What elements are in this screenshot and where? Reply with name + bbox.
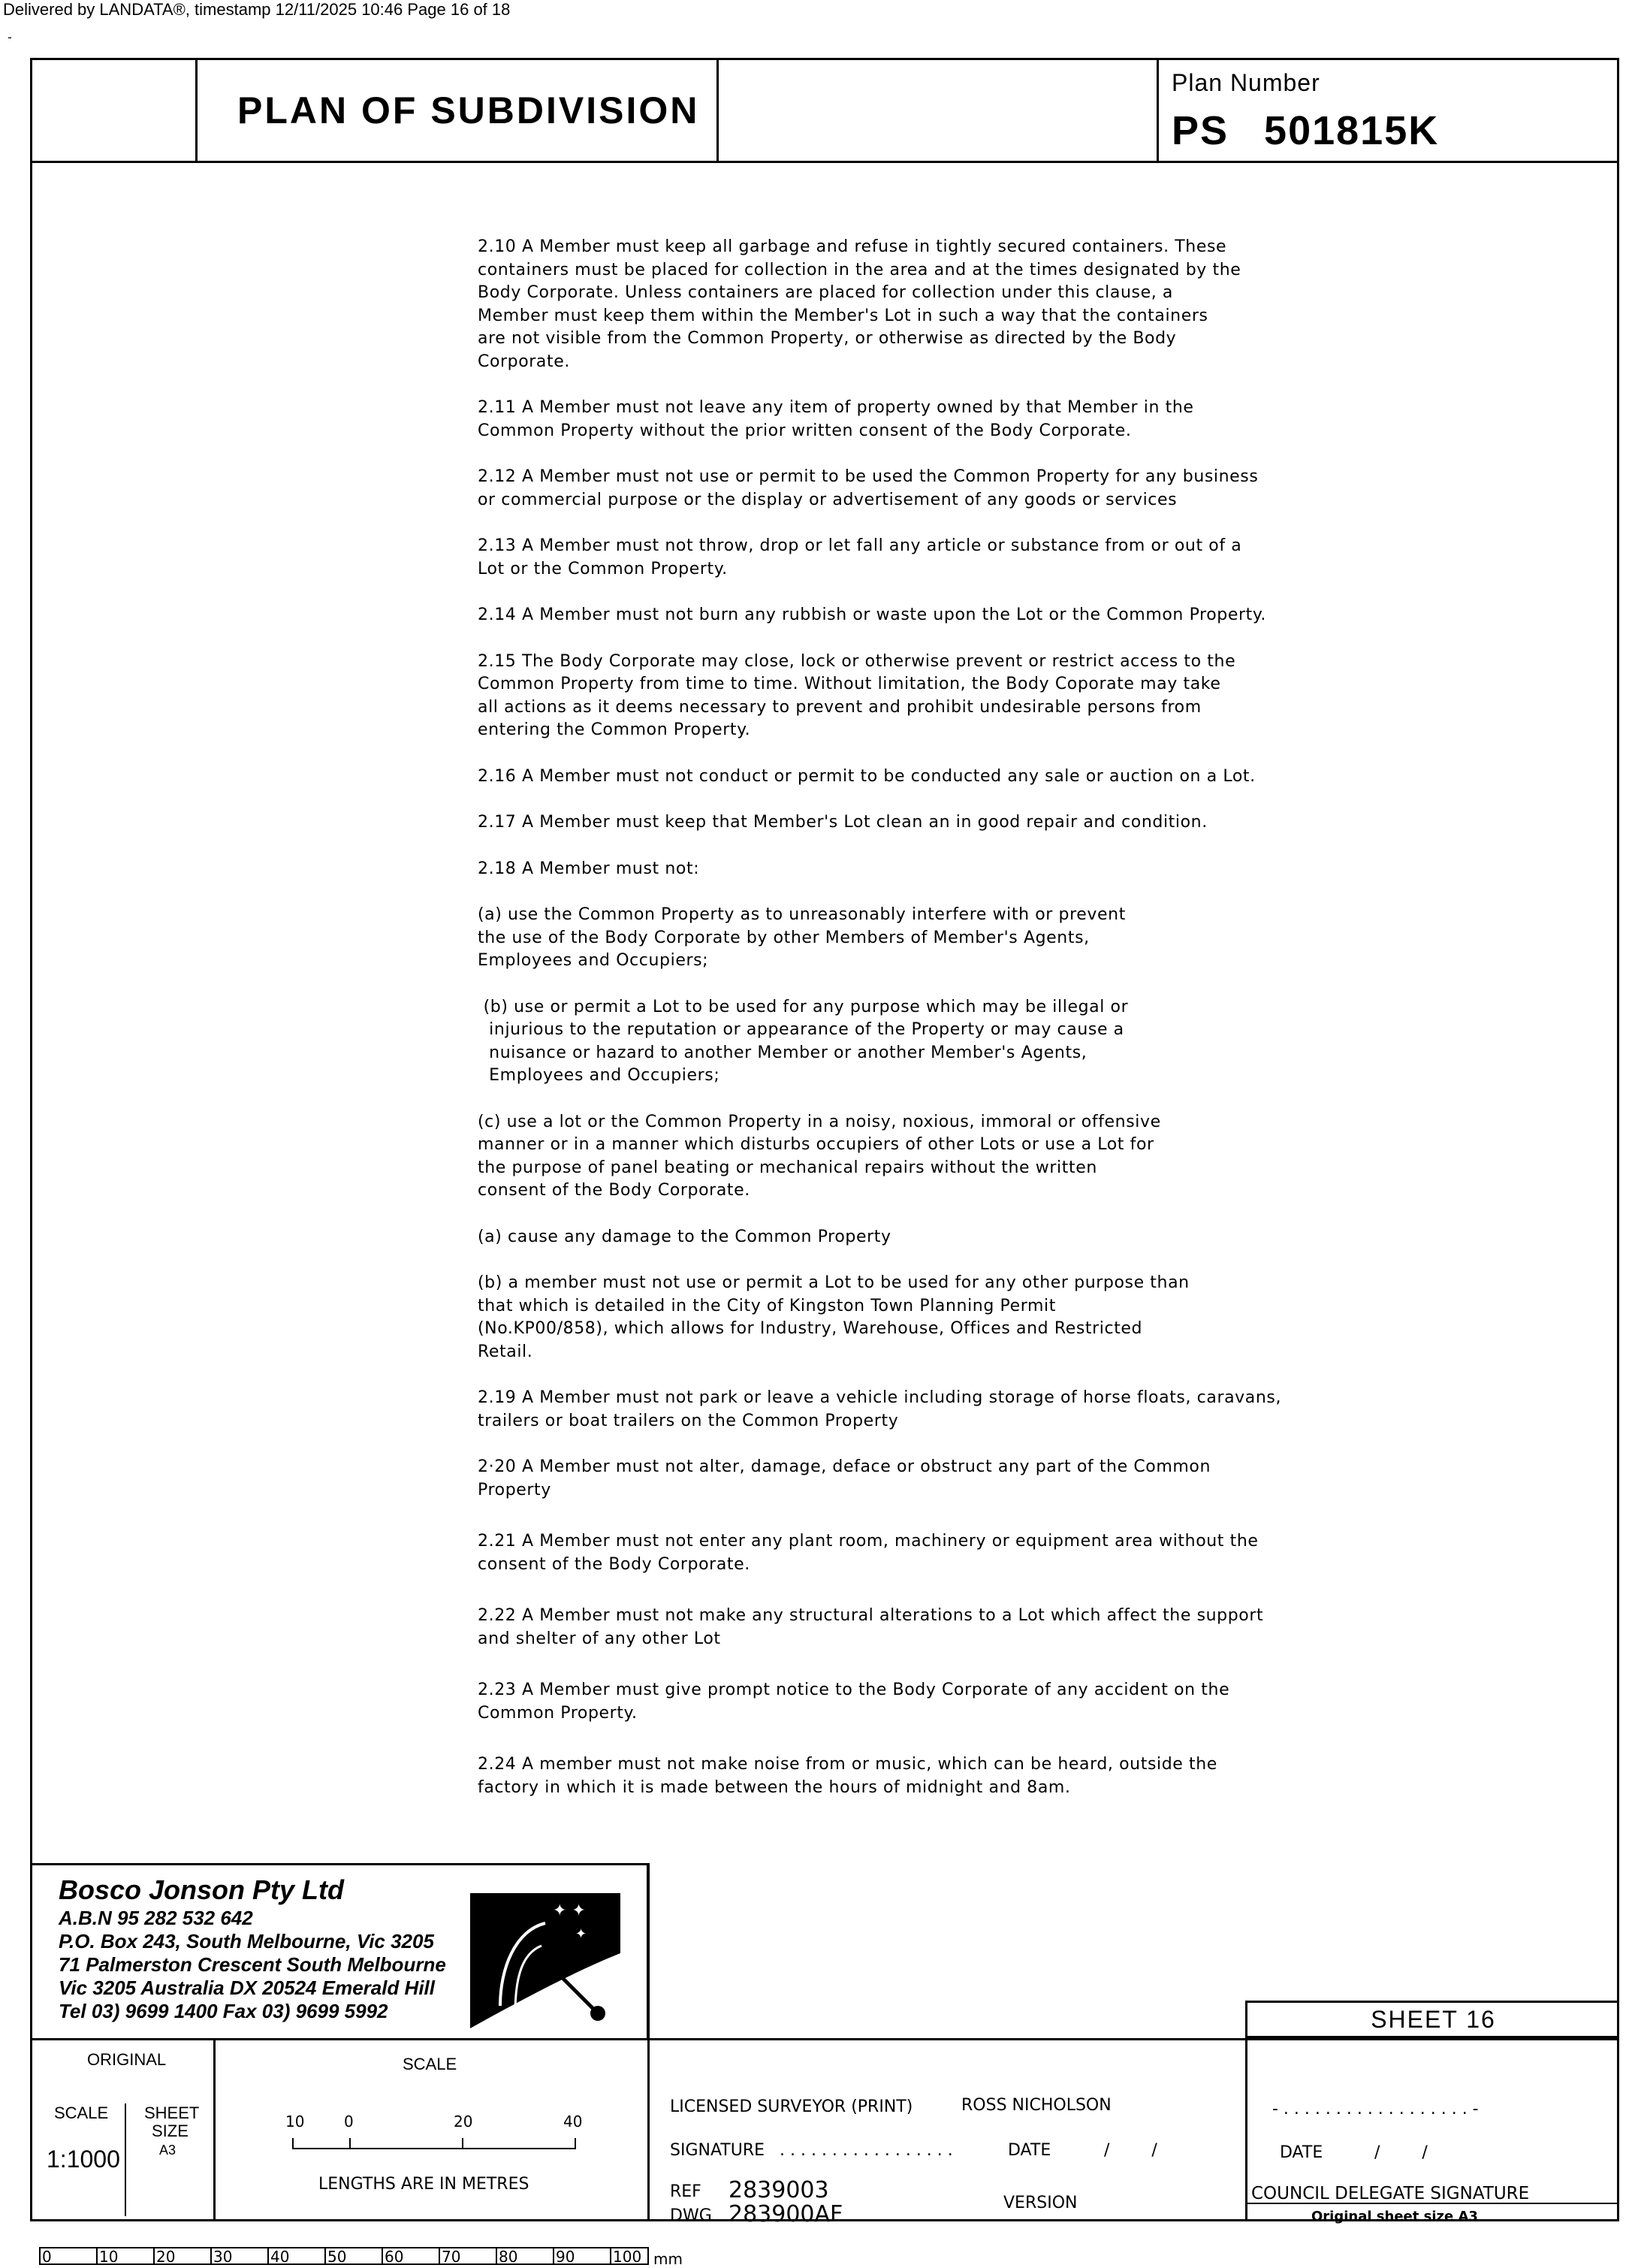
clause-gap: [478, 1502, 1349, 1530]
clause-line: (a) use the Common Property as to unreasonably interfere with or prevent: [478, 905, 1126, 924]
ruler-mark-100: 100: [610, 2247, 647, 2265]
clause-gap: [478, 788, 1349, 811]
clause-gap: [478, 512, 1349, 535]
clause-line: that which is detailed in the City of Kingston Town Planning Permit: [478, 1296, 1056, 1315]
plan-number-label: Plan Number: [1172, 69, 1320, 96]
clause-line: Employees and Occupiers;: [478, 951, 709, 970]
clause-gap: [478, 835, 1349, 858]
clause-line: 2.24 A member must not make noise from or music, which can be heard, outside the: [478, 1755, 1217, 1774]
clause-gap: [478, 1725, 1349, 1753]
clause-line: (c) use a lot or the Common Property in a noisy, noxious, immoral or offensive: [478, 1112, 1161, 1131]
ruler-mark-0: 0: [39, 2247, 96, 2265]
ruler-mark-60: 60: [382, 2247, 439, 2265]
footer-top-line: [30, 2038, 1619, 2040]
original-scale-label: SCALE: [54, 2103, 109, 2122]
clause-gap: [478, 1088, 1349, 1111]
owners-corporation-rules: [478, 236, 1349, 1799]
clause-line: 2.23 A Member must give prompt notice to the Body Corporate of any accident on the: [478, 1681, 1230, 1699]
clause-gap: [478, 627, 1349, 651]
footer-col-line-3: [1245, 2001, 1247, 2221]
clause-gap: [478, 442, 1349, 466]
clause-gap: [478, 742, 1349, 766]
sheet-size-value: A3: [159, 2143, 176, 2158]
clause-line: consent of the Body Corporate.: [478, 1554, 750, 1574]
ruler-mark-20: 20: [153, 2247, 210, 2265]
ruler-mark-70: 70: [439, 2247, 496, 2265]
council-date-slashes: / /: [1374, 2143, 1428, 2162]
clause-gap: [478, 1576, 1349, 1605]
clause-line: 2.11 A Member must not leave any item of property owned by that Member in the: [478, 398, 1194, 417]
clause-line: Body Corporate. Unless containers are placed for collection under this clause, a: [478, 283, 1173, 302]
ruler-unit: mm: [653, 2250, 683, 2268]
clause-gap: [478, 1433, 1349, 1456]
clause-line: and shelter of any other Lot: [478, 1629, 721, 1648]
company-details: [59, 1874, 446, 2023]
signature-label: SIGNATURE: [670, 2141, 765, 2160]
version-label: VERSION: [1003, 2194, 1078, 2212]
clause-line: Member must keep them within the Member's Lot in such a way that the containers: [478, 306, 1208, 325]
ruler-mark-30: 30: [210, 2247, 267, 2265]
clause-line: (a) cause any damage to the Common Property: [478, 1227, 891, 1246]
ref-value: 2839003: [729, 2177, 829, 2203]
clause-line: 2.19 A Member must not park or leave a vehicle including storage of horse floats, caravans,: [478, 1388, 1282, 1407]
council-signature-label: COUNCIL DELEGATE SIGNATURE: [1251, 2184, 1530, 2203]
clause-line: 2.21 A Member must not enter any plant room, machinery or equipment area without the: [478, 1532, 1259, 1551]
company-street: 71 Palmerston Crescent South Melbourne: [59, 1953, 446, 1976]
clause-line: Corporate.: [478, 352, 570, 371]
scale-caption: LENGTHS ARE IN METRES: [318, 2175, 529, 2194]
scale-header: SCALE: [403, 2055, 457, 2073]
clause-line: nuisance or hazard to another Member or another Member's Agents,: [478, 1043, 1087, 1062]
scale-tick-20: 20: [454, 2112, 473, 2131]
clause-line: Common Property without the prior written consent of the Body Corporate.: [478, 421, 1132, 440]
ruler-mark-10: 10: [96, 2247, 153, 2265]
clause-line: (b) a member must not use or permit a Lot to be used for any other purpose than: [478, 1273, 1190, 1292]
clause-line: the use of the Body Corporate by other Members of Member's Agents,: [478, 928, 1090, 947]
clause-gap: [478, 973, 1349, 996]
surveyor-label: LICENSED SURVEYOR (PRINT): [670, 2097, 913, 2116]
clause-line: 2·20 A Member must not alter, damage, deface or obstruct any part of the Common: [478, 1457, 1211, 1476]
header-divider: [30, 161, 1619, 163]
clause-line: the purpose of panel beating or mechanical repairs without the written: [478, 1158, 1097, 1177]
clause-line: are not visible from the Common Property, or otherwise as directed by the Body: [478, 329, 1177, 348]
clause-line: 2.17 A Member must keep that Member's Lot clean an in good repair and condition.: [478, 813, 1208, 832]
clause-line: 2.14 A Member must not burn any rubbish or waste upon the Lot or the Common Property.: [478, 606, 1266, 624]
clause-line: 2.10 A Member must keep all garbage and refuse in tightly secured containers. These: [478, 237, 1227, 256]
clause-line: (b) use or permit a Lot to be used for any purpose which may be illegal or: [478, 997, 1129, 1016]
clause-line: manner or in a manner which disturbs occupiers of other Lots or use a Lot for: [478, 1135, 1154, 1154]
council-signature-line: - . . . . . . . . . . . . . . . . . . -: [1272, 2100, 1479, 2119]
surveyor-date-slashes: / /: [1104, 2141, 1157, 2160]
clause-line: Retail.: [478, 1342, 533, 1361]
company-state: Vic 3205 Australia DX 20524 Emerald Hill: [59, 1977, 436, 1999]
clause-line: trailers or boat trailers on the Common Property: [478, 1411, 899, 1430]
clause-line: 2.16 A Member must not conduct or permit to be conducted any sale or auction on a Lot.: [478, 766, 1256, 786]
clause-line: 2.22 A Member must not make any structural alterations to a Lot which affect the support: [478, 1606, 1264, 1625]
clause-line: injurious to the reputation or appearance of the Property or may cause a: [478, 1020, 1124, 1039]
clause-line: factory in which it is made between the hours of midnight and 8am.: [478, 1777, 1071, 1797]
clause-line: 2.15 The Body Corporate may close, lock or otherwise prevent or restrict access to the: [478, 651, 1236, 671]
dwg-value: 283900AF: [729, 2201, 843, 2227]
clause-gap: [478, 1249, 1349, 1272]
ruler-end: [647, 2247, 649, 2265]
sheet-size-label-1: SHEET: [144, 2103, 200, 2122]
header-col-line-1: [195, 58, 198, 163]
scale-tick-40: 40: [563, 2112, 583, 2131]
sheet-size-label-2: SIZE: [152, 2122, 189, 2140]
plan-number: PS 501815K: [1172, 108, 1440, 153]
council-date-label: DATE: [1280, 2143, 1323, 2162]
clause-gap: [478, 373, 1349, 397]
delivery-stamp: Delivered by LANDATA®, timestamp 12/11/2025 10:46 Page 16 of 18: [3, 0, 511, 19]
clause-line: (No.KP00/858), which allows for Industry, Warehouse, Offices and Restricted: [478, 1319, 1143, 1338]
footer-col-line-1: [213, 2038, 216, 2221]
clause-line: consent of the Body Corporate.: [478, 1181, 750, 1200]
dwg-label: DWG: [670, 2206, 712, 2225]
clause-line: containers must be placed for collection in the area and at the times designated by the: [478, 260, 1241, 279]
original-sheet-size: Original sheet size A3: [1311, 2209, 1478, 2224]
clause-line: Common Property from time to time. Without limitation, the Body Coporate may take: [478, 675, 1221, 693]
clause-line: 2.12 A Member must not use or permit to be used the Common Property for any business: [478, 467, 1259, 486]
company-po-box: P.O. Box 243, South Melbourne, Vic 3205: [59, 1930, 434, 1952]
original-scale-value: 1:1000: [47, 2146, 120, 2173]
company-name: Bosco Jonson Pty Ltd: [59, 1874, 345, 1905]
svg-text:✦ ✦: ✦ ✦: [553, 1901, 586, 1920]
clause-line: Property: [478, 1480, 551, 1499]
svg-text:✦: ✦: [575, 1926, 587, 1942]
ruler-mark-80: 80: [496, 2247, 553, 2265]
company-abn: A.B.N 95 282 532 642: [59, 1907, 253, 1929]
clause-gap: [478, 880, 1349, 904]
clause-gap: [478, 1203, 1349, 1226]
clause-line: Employees and Occupiers;: [478, 1066, 720, 1085]
dash-mark: -: [8, 30, 12, 44]
footer-col-line-2: [647, 1863, 650, 2221]
clause-line: entering the Common Property.: [478, 720, 751, 739]
scale-tick-10: 10: [285, 2112, 305, 2131]
plan-title: PLAN OF SUBDIVISION: [237, 89, 700, 131]
ruler-mark-50: 50: [324, 2247, 382, 2265]
company-phone: Tel 03) 9699 1400 Fax 03) 9699 5992: [59, 2000, 388, 2022]
header-col-line-3: [1157, 58, 1159, 163]
clause-line: or commercial purpose or the display or advertisement of any goods or services: [478, 490, 1178, 509]
scale-bar-graphic: [285, 2132, 586, 2155]
clause-line: all actions as it deems necessary to prevent and prohibit undesirable persons from: [478, 697, 1202, 717]
ref-label: REF: [670, 2182, 701, 2201]
signature-line: . . . . . . . . . . . . . . . . .: [780, 2141, 953, 2160]
original-header: ORIGINAL: [87, 2050, 167, 2069]
clause-line: Common Property.: [478, 1703, 638, 1723]
original-divider: [125, 2103, 126, 2216]
clause-gap: [478, 1650, 1349, 1679]
ruler-mark-40: 40: [267, 2247, 324, 2265]
scale-tick-0: 0: [344, 2112, 354, 2131]
ruler-mark-90: 90: [553, 2247, 610, 2265]
clause-line: 2.18 A Member must not:: [478, 859, 700, 878]
clause-line: Lot or the Common Property.: [478, 559, 728, 578]
clause-line: 2.13 A Member must not throw, drop or let fall any article or substance from or out of a: [478, 536, 1242, 555]
clause-gap: [478, 1364, 1349, 1387]
clause-gap: [478, 581, 1349, 604]
company-logo-icon: [470, 1878, 620, 2028]
sheet-number: SHEET 16: [1245, 2001, 1619, 2038]
header-col-line-2: [716, 58, 719, 163]
surveyor-date-label: DATE: [1008, 2141, 1051, 2160]
surveyor-name: ROSS NICHOLSON: [961, 2096, 1112, 2115]
